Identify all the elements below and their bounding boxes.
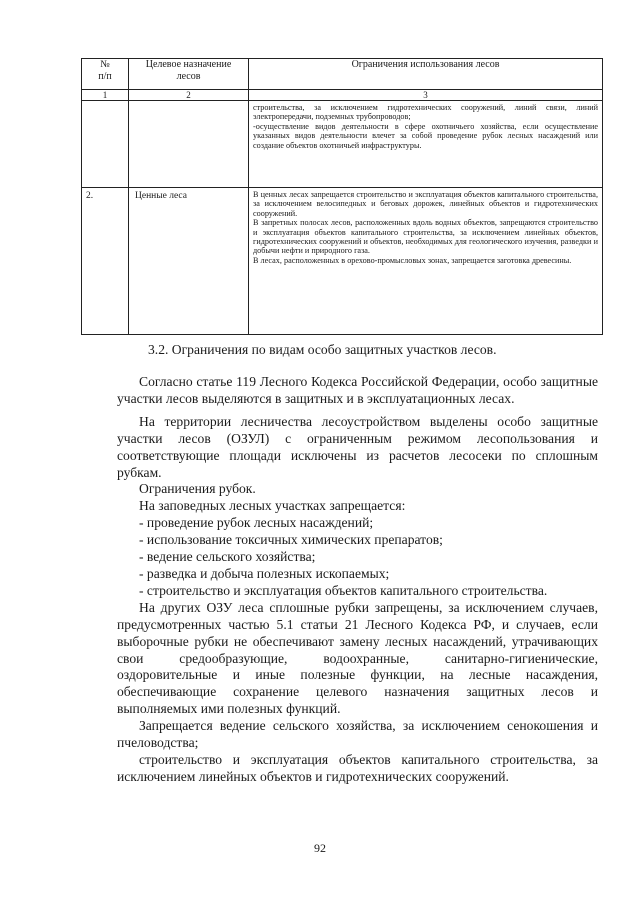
table-header-row [82,59,603,90]
header-restrictions [249,59,603,90]
table-index-row [82,90,603,101]
index-cell: 3 [249,90,603,101]
restrictions-table [81,58,603,335]
list-item: - разведка и добыча полезных ископаемых; [139,565,390,581]
row-restrictions [249,188,603,335]
body-text [117,374,598,786]
row-number: 2. [82,188,129,335]
restriction-text: В ценных лесах запрещается строительство и эксплуатация объектов капитального строительства, за исключением велосипедных и беговых дорожек, линейных объектов и гидротехнических сооружений. [253,190,598,218]
header-purpose [129,59,249,90]
header-restrictions-text: Ограничения использования лесов [351,59,500,70]
header-number-text: № п/п [98,59,112,82]
table-row [82,188,603,335]
restriction-text: В запретных полосах лесов, расположенных вдоль водных объектов, запрещаются строительство и эксплуатация объектов капитального строительства, за исключением линейных объектов, гидротехнических сооружений и объектов, необходимых для геологического изучения, разведки и добычи нефти и природного газа. [253,218,598,256]
section-title: 3.2. Ограничения по видам особо защитных участков лесов. [148,342,497,357]
paragraph: На территории лесничества лесоустройством выделены особо защитные участки лесов (ОЗУЛ) с ограниченным режимом лесопользования и соответствующие площади исключены из расчетов лесосеки по сплошным рубкам. [117,413,598,480]
list-item: - ведение сельского хозяйства; [139,549,316,565]
table-row [82,101,603,188]
header-number [82,59,129,90]
paragraph: Запрещается ведение сельского хозяйства, за исключением сенокошения и пчеловодства; [117,718,598,751]
restriction-text: -осуществление видов деятельности в сфере охотничьего хозяйства, если осуществление указанных видов деятельности влечет за собой проведение рубок лесных насаждений или создание объектов охотничьей инфраструктуры. [253,121,598,150]
paragraph: Ограничения рубок. [139,481,256,497]
list-item: - строительство и эксплуатация объектов капитального строительства. [139,582,548,598]
paragraph: Согласно статье 119 Лесного Кодекса Российской Федерации, особо защитные участки лесов выделяются в защитных и в эксплуатационных лесах. [117,374,598,406]
header-purpose-text: Целевое назначение лесов [145,59,232,82]
paragraph: строительство и эксплуатация объектов капитального строительства, за исключением линейных объектов и гидротехнических сооружений. [117,751,598,784]
restriction-text: В лесах, расположенных в орехово-промысловых зонах, запрещается заготовка древесины. [253,255,572,265]
restriction-text: строительства, за исключением гидротехнических сооружений, линий связи, линий электропередачи, подземных трубопроводов; [253,103,598,122]
row-number [82,101,129,188]
index-cell: 2 [129,90,249,101]
list-item: - использование токсичных химических препаратов; [139,532,443,548]
paragraph: На других ОЗУ леса сплошные рубки запрещены, за исключением случаев, предусмотренных частью 5.1 статьи 21 Лесного Кодекса РФ, и случаев, если выборочные рубки не обеспечивают замену лесных насаждений, утрачивающих свои средообразующие, водоохранные, санитарно-гигиенические, оздоровительные и иные полезные функции, на лесные насаждения, обеспечивающие сохранение целевого назначения защитных лесов и выполняемых ими полезных функций. [117,599,598,717]
row-restrictions [249,101,603,188]
row-purpose: Ценные леса [129,188,249,335]
page-number: 92 [314,841,326,855]
row-purpose [129,101,249,188]
index-cell: 1 [82,90,129,101]
paragraph: На заповедных лесных участках запрещается: [139,498,406,514]
list-item: - проведение рубок лесных насаждений; [139,515,374,531]
